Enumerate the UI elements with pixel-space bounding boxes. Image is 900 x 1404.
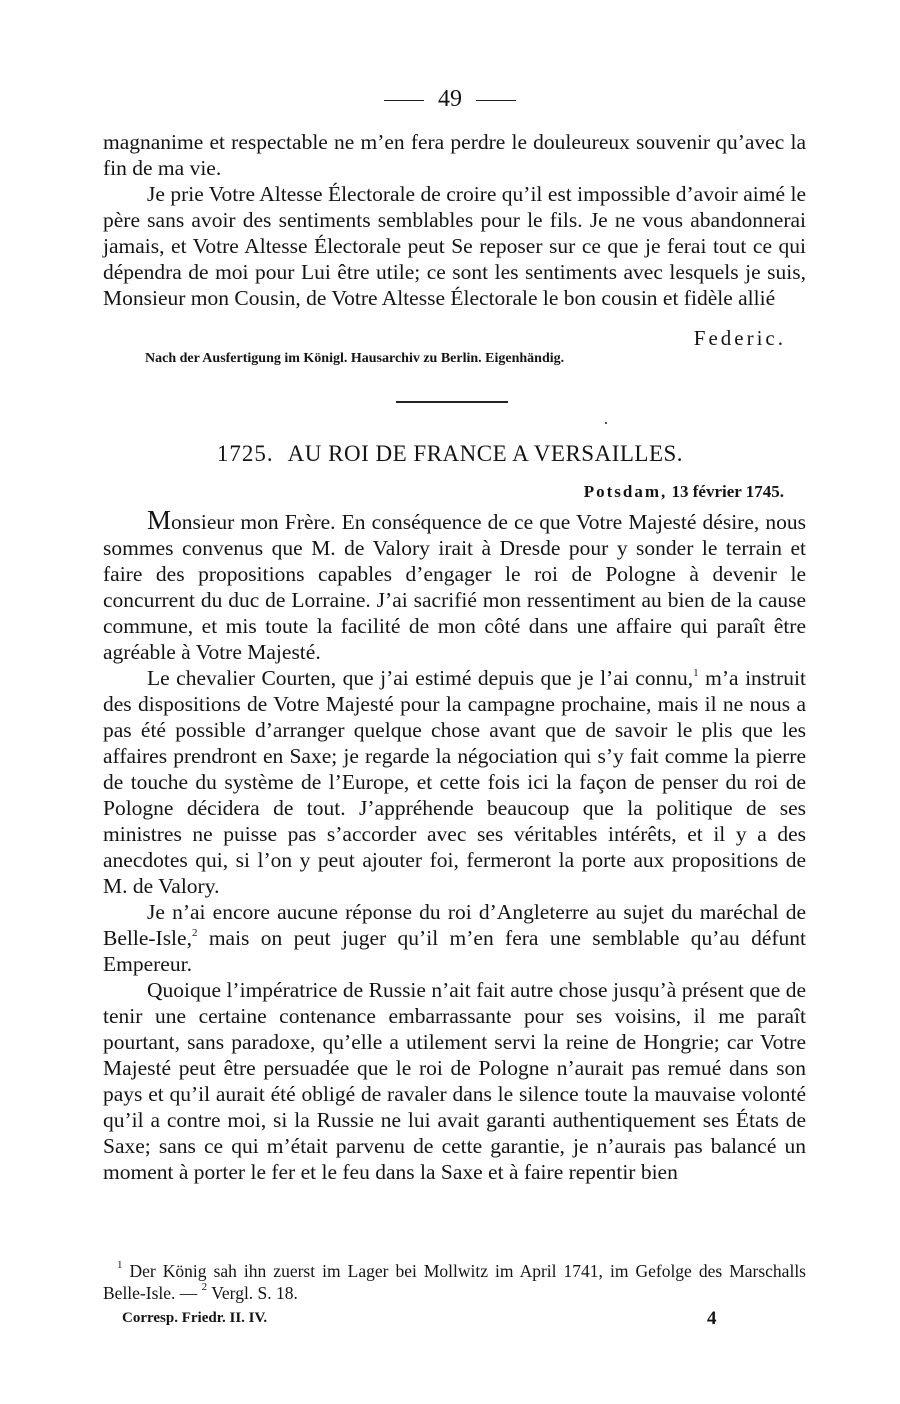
previous-letter-ending — [103, 129, 806, 311]
previous-letter-paragraph-2: Je prie Votre Altesse Électorale de croire qu’il est impossible d’avoir aimé le père sans avoir des sentiments semblables pour le fils. Je ne vous abandonnerai jamais, et Votre Altesse Électorale peut Se reposer sur ce que je ferai tout ce qui dépendra de moi pour Lui être utile; ce sont les sentiments avec lesquels je suis, Monsieur mon Cousin, de Votre Altesse Électorale le bon cousin et fidèle allié — [103, 182, 806, 310]
paragraph-2-text-a: Le chevalier Courten, que j’ai estimé depuis que je l’ai connu, — [147, 666, 694, 690]
paragraph-3-text-b: mais on peut juger qu’il m’en fera une semblable qu’au défunt Empereur. — [103, 926, 806, 976]
paragraph-2-text-b: m’a instruit des dispositions de Votre Majesté pour la campagne prochaine, mais il ne nous a pas été possible d’arranger quelque chose avant que de savoir le plis que les affaires prendront en Saxe; je regarde la négociation qui s’y fait comme la pierre de touche du système de l’Europe, et cette fois ici la façon de penser du roi de Pologne décidera de tout. J’appréhende beaucoup que la politique de ses ministres ne puisse pas s’accorder avec ses véritables intérêts, et il y a des anecdotes qui, si l’on y peut ajouter foi, fermeront la porte aux propositions de M. de Valory. — [103, 666, 806, 898]
letter-paragraph-1 — [103, 507, 806, 665]
letter-paragraph-4: Quoique l’impératrice de Russie n’ait fait autre chose jusqu’à présent que de tenir une certaine contenance embarrassante pour ses voisins, il me paraît pourtant, sans paradoxe, qu’elle a utilement servi la reine de Hongrie; car Votre Majesté peut être persuadée que le roi de Pologne n’aurait pas remué dans son pays et qu’il aurait été obligé de ravaler dans le silence toute la mauvaise volonté qu’il a contre moi, si la Russie ne lui avait garanti authentiquement ses États de Saxe; sans ce qui m’était parvenu de cette garantie, je n’aurais pas balancé un moment à porter le fer et le feu dans la Saxe et à faire repentir bien — [103, 978, 806, 1184]
letter-number: 1725. — [216, 441, 274, 466]
letter-paragraph-2 — [103, 665, 806, 899]
page-number-dash-right — [476, 100, 516, 101]
footnote-ref-1: 1 — [693, 667, 699, 679]
page-number-text: 49 — [438, 86, 462, 112]
dateline-place: Potsdam, — [583, 482, 668, 501]
footnote-mark-1: 1 — [117, 1259, 123, 1271]
footnote-1: Der König sah ihn zuerst im Lager bei Mollwitz im April 1741, im Gefolge des Marschalls Belle-Isle. — — [103, 1261, 806, 1303]
paragraph-1-text: onsieur mon Frère. En conséquence de ce que Votre Majesté désire, nous sommes convenus que M. de Valory irait à Dresde pour y sonder le terrain et faire des propositions capables d’engager le roi de Pologne à devenir le concurrent du duc de Lorraine. J’ai sacrifié mon ressentiment au bien de la cause commune, et mis toute la facilité de mon côté dans une affaire qui paraît être agréable à Votre Majesté. — [103, 510, 806, 664]
previous-letter-paragraph-1: magnanime et respectable ne m’en fera perdre le douleureux souvenir qu’avec la fin de ma vie. — [103, 130, 806, 180]
signature-mark-right: 4 — [707, 1308, 717, 1329]
footnote-2: Vergl. S. 18. — [207, 1283, 298, 1303]
page-number — [0, 86, 900, 113]
signature-mark-left: Corresp. Friedr. II. IV. — [122, 1310, 268, 1326]
initial-letter: M — [147, 505, 172, 535]
footnotes — [103, 1260, 806, 1304]
footnote-text — [103, 1260, 806, 1304]
letter-dateline — [584, 482, 784, 502]
source-note: Nach der Ausfertigung im Königl. Hausarchiv zu Berlin. Eigenhändig. — [145, 351, 565, 366]
ink-speck — [605, 422, 607, 424]
footnote-mark-2: 2 — [201, 1281, 208, 1293]
signature: Federic. — [693, 326, 786, 350]
letter-title: AU ROI DE FRANCE A VERSAILLES. — [287, 441, 684, 466]
page-number-dash-left — [384, 100, 424, 101]
footnote-ref-2: 2 — [191, 927, 198, 939]
dateline-date: 13 février 1745. — [671, 482, 784, 501]
letter-paragraph-3 — [103, 899, 806, 977]
letter-heading — [0, 441, 900, 467]
paragraph-3-text-a: Je n’ai encore aucune réponse du roi d’Angleterre au sujet du maréchal de Belle-Isle, — [103, 900, 806, 950]
section-divider — [396, 401, 508, 403]
letter-body — [103, 507, 806, 1185]
